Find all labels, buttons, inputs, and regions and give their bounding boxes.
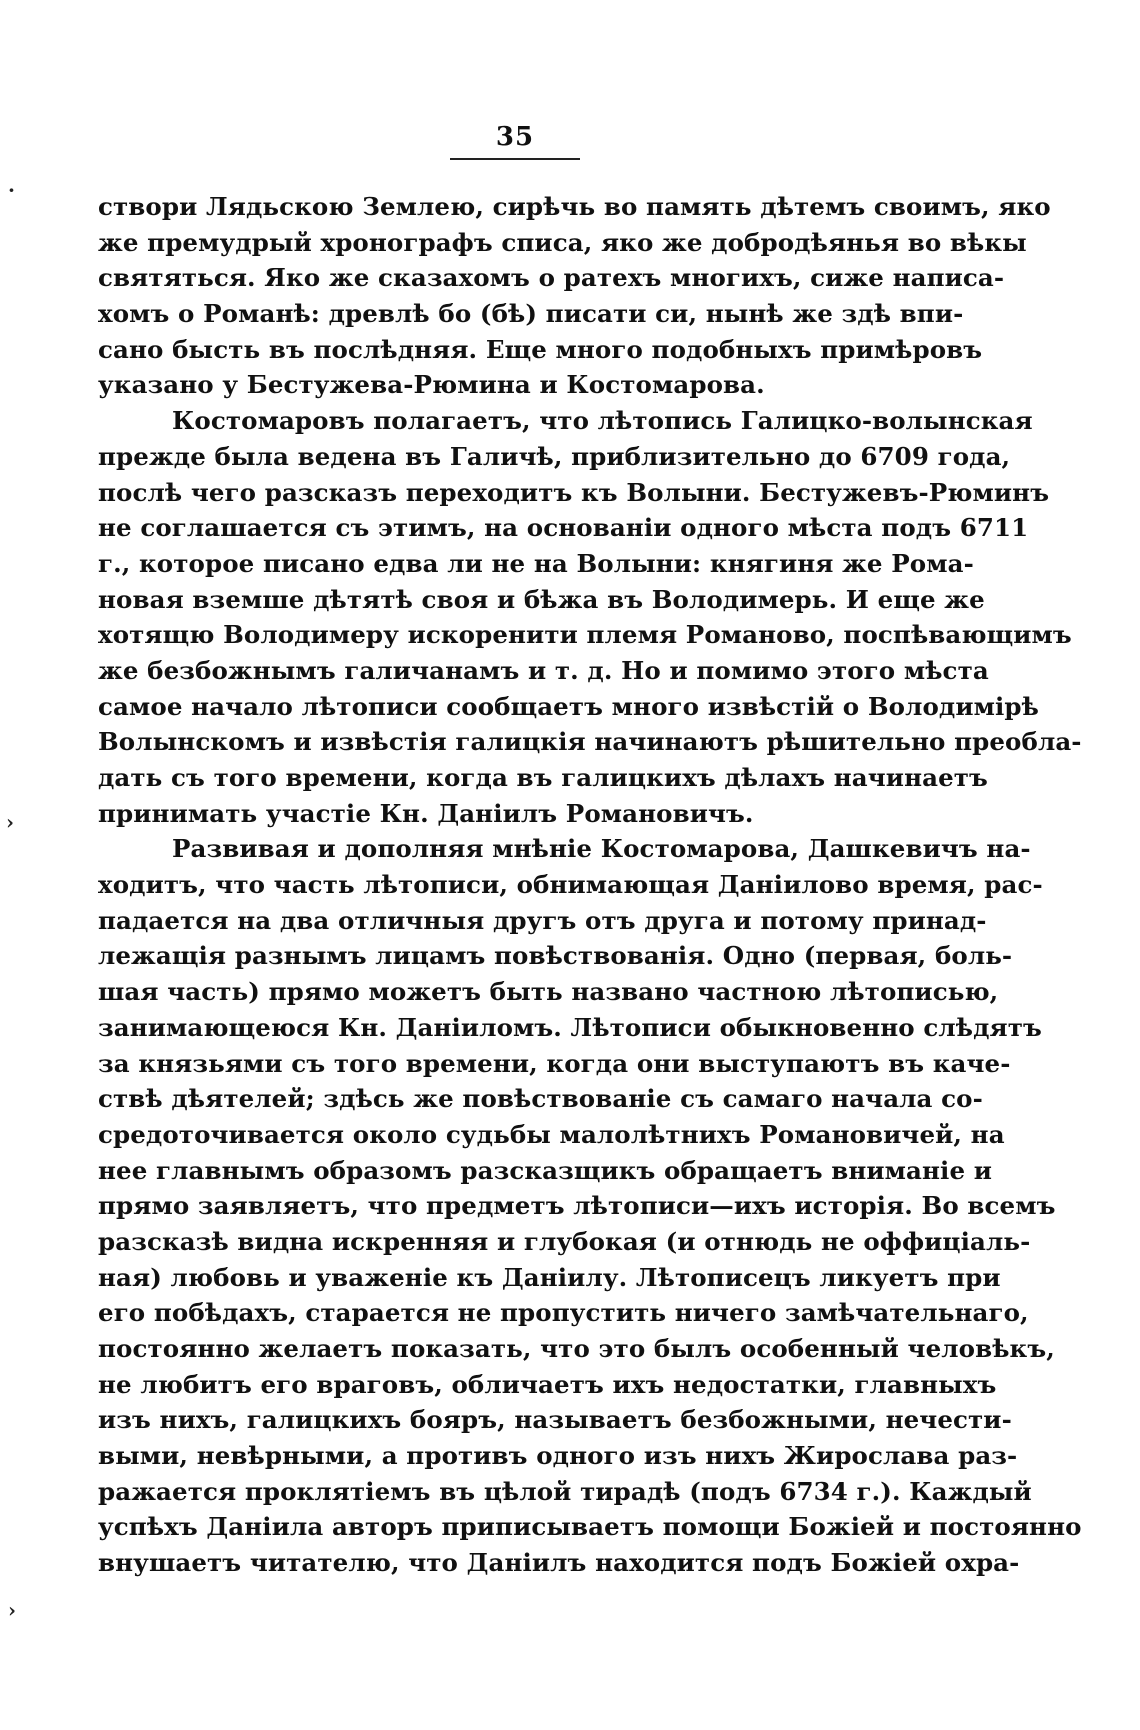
text-line: прежде была ведена въ Галичѣ, приблизительно до 6709 года, xyxy=(98,441,1011,471)
text-line: внушаетъ читателю, что Даніилъ находится подъ Божіей охра- xyxy=(98,1548,1020,1578)
text-line: Волынскомъ и извѣстія галицкія начинаютъ рѣшительно преобла- xyxy=(98,727,1082,757)
text-line: принимать участіе Кн. Даніилъ Романовичъ. xyxy=(98,798,754,828)
text-line: за князьями съ того времени, когда они выступаютъ въ каче- xyxy=(98,1048,1011,1078)
text-line: ходитъ, что часть лѣтописи, обнимающая Даніилово время, рас- xyxy=(98,870,1043,900)
text-line: хомъ о Романѣ: древлѣ бо (бѣ) писати си, нынѣ же здѣ впи- xyxy=(98,299,964,329)
text-line: послѣ чего разсказъ переходитъ къ Волыни. Бестужевъ-Рюминъ xyxy=(98,477,1050,507)
text-line: его побѣдахъ, старается не пропустить ничего замѣчательнаго, xyxy=(98,1298,1029,1328)
text-line: не соглашается съ этимъ, на основаніи одного мѣста подъ 6711 xyxy=(98,513,1029,543)
text-line: дать съ того времени, когда въ галицкихъ дѣлахъ начинаетъ xyxy=(98,763,988,792)
text-line: самое начало лѣтописи сообщаетъ много извѣстій о Володимірѣ xyxy=(98,691,1039,721)
text-line: успѣхъ Даніила авторъ приписываетъ помощи Божіей и постоянно xyxy=(98,1512,1082,1542)
text-line: сано бысть въ послѣдняя. Еще много подобныхъ примѣровъ xyxy=(98,334,983,364)
text-line: выми, невѣрными, а противъ одного изъ нихъ Жирослава раз- xyxy=(98,1441,1018,1471)
paragraph-start-line: Развивая и дополняя мнѣніе Костомарова, Дашкевичъ на- xyxy=(172,834,1031,864)
text-line: указано у Бестужева-Рюмина и Костомарова. xyxy=(98,370,765,400)
text-line: же премудрый хронографъ списа, яко же добродѣянья во вѣкы xyxy=(98,227,1027,257)
text-line: ствѣ дѣятелей; здѣсь же повѣствованіе съ самаго начала со- xyxy=(98,1084,983,1114)
text-line: ражается проклятіемъ въ цѣлой тирадѣ (подъ 6734 г.). Каждый xyxy=(98,1476,1032,1506)
text-line: не любитъ его враговъ, обличаетъ ихъ недостатки, главныхъ xyxy=(98,1369,997,1399)
text-line: ная) любовь и уваженіе къ Даніилу. Лѣтописецъ ликуетъ при xyxy=(98,1262,1001,1292)
text-line: средоточивается около судьбы малолѣтнихъ Романовичей, на xyxy=(98,1119,1005,1149)
text-line: занимающеюся Кн. Даніиломъ. Лѣтописи обыкновенно слѣдятъ xyxy=(98,1012,1042,1042)
text-line: же безбожнымъ галичанамъ и т. д. Но и помимо этого мѣста xyxy=(98,655,989,685)
margin-speck: › xyxy=(8,1598,16,1622)
text-line: шая часть) прямо можетъ быть названо частною лѣтописью, xyxy=(98,977,999,1007)
page-number: 35 xyxy=(495,122,535,152)
text-line: изъ нихъ, галицкихъ бояръ, называетъ безбожными, нечести- xyxy=(98,1405,1012,1435)
text-line: нее главнымъ образомъ разсказщикъ обращаетъ вниманіе и xyxy=(98,1155,993,1185)
text-line: хотящю Володимеру искоренити племя Романово, поспѣвающимъ xyxy=(98,620,1072,650)
page-number-rule xyxy=(450,158,580,160)
paragraph-start-line: Костомаровъ полагаетъ, что лѣтопись Галицко-волынская xyxy=(172,406,1033,436)
body-text xyxy=(98,189,1082,1581)
text-line: святяться. Яко же сказахомъ о ратехъ многихъ, сиже написа- xyxy=(98,263,1005,293)
text-line: г., которое писано едва ли не на Волыни: княгиня же Рома- xyxy=(98,548,974,578)
margin-speck: › xyxy=(6,810,14,834)
text-line: прямо заявляетъ, что предметъ лѣтописи—ихъ исторія. Во всемъ xyxy=(98,1191,1056,1221)
text-line: падается на два отличныя другъ отъ друга и потому принад- xyxy=(98,905,987,935)
text-line: новая вземше дѣтятѣ своя и бѣжа въ Володимерь. И еще же xyxy=(98,584,985,614)
text-line: постоянно желаетъ показать, что это былъ особенный человѣкъ, xyxy=(98,1334,1055,1363)
margin-speck: · xyxy=(8,178,15,202)
text-line: лежащія разнымъ лицамъ повѣствованія. Одно (первая, боль- xyxy=(98,941,1013,971)
text-line: разсказѣ видна искренняя и глубокая (и отнюдь не оффиціаль- xyxy=(98,1226,1031,1256)
text-line: створи Лядьскою Землею, сирѣчь во память дѣтемъ своимъ, яко xyxy=(98,192,1051,221)
